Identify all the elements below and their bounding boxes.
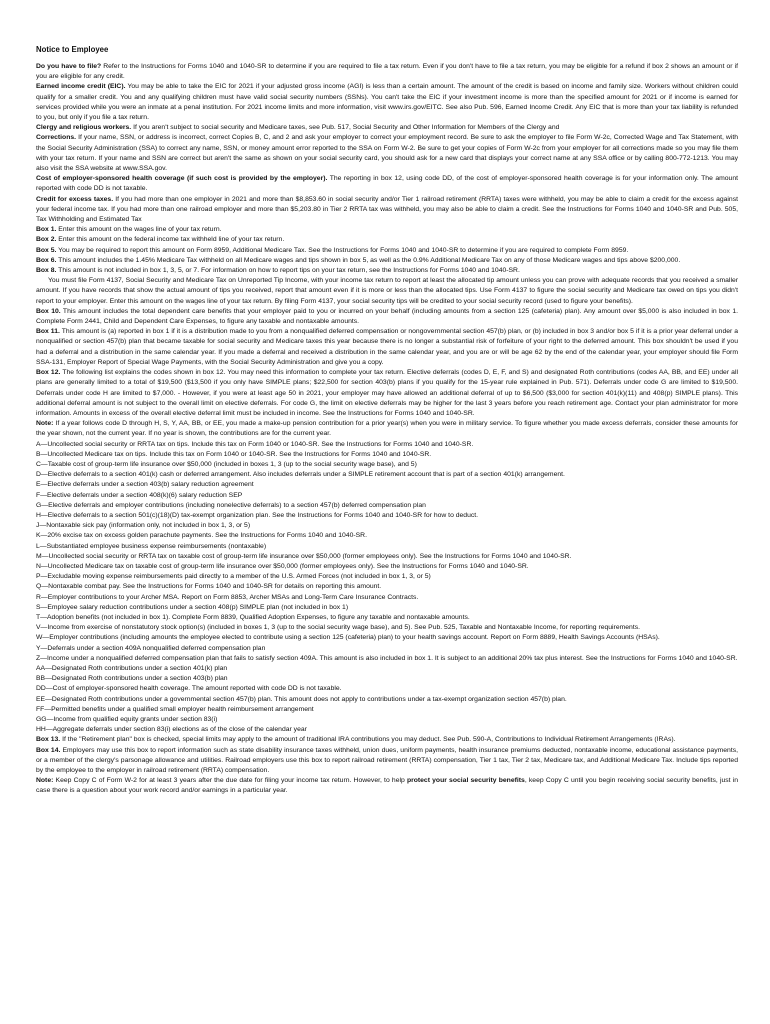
paragraph-lead: FF [36, 705, 45, 713]
paragraph-lead: Earned income credit (EIC). [36, 83, 126, 91]
paragraph-text: , keep Copy C until you begin receiving social security benefits, just in case there is a question about your work record and/or earnings in a particular year. [36, 777, 738, 795]
paragraph-health [36, 174, 738, 194]
paragraph-lead: Box 6. [36, 256, 57, 264]
paragraph-lead: Z [36, 654, 41, 662]
paragraph-lead: A [36, 440, 41, 448]
code-entry-q [36, 582, 738, 592]
paragraph-tips [36, 276, 738, 307]
notice-title: Notice to Employee [36, 45, 109, 54]
paragraph-lead: BB [36, 675, 46, 683]
paragraph-text: —Uncollected Medicare tax on tips. Include this tax on Form 1040 or 1040-SR. See the Instructions for Forms 1040 and 1040-SR. [40, 450, 432, 458]
paragraph-text: —Employer contributions to your Archer MSA. Report on Form 8853, Archer MSAs and Long-Term Care Insurance Contracts. [40, 593, 419, 601]
paragraph-lead: Cost of employer-sponsored health coverage (if such cost is provided by the employer). [36, 175, 328, 183]
paragraph-lead: Note: [36, 420, 54, 428]
paragraph-lead: Credit for excess taxes. [36, 195, 114, 203]
paragraph-lead: Do you have to file? [36, 63, 102, 70]
paragraph-lead: S [36, 603, 41, 611]
paragraph-text: You may be required to report this amount on Form 8959, Additional Medicare Tax. See the Instructions for Forms 1040 and 1040-SR to determine if you are required to complete Form 8959. [56, 246, 629, 254]
code-entry-n [36, 562, 738, 572]
code-entry-e [36, 480, 738, 490]
paragraph-lead: R [36, 593, 41, 601]
code-entry-l [36, 542, 738, 552]
paragraph-box11 [36, 327, 738, 368]
code-entry-ee [36, 695, 738, 705]
paragraph-lead: Box 10. [36, 307, 61, 315]
paragraph-box5 [36, 246, 738, 256]
paragraph-lead: D [36, 471, 41, 479]
paragraph-text: —Income under a nonqualified deferred compensation plan that fails to satisfy section 409A. This amount is also included in box 1. It is subject to an additional 20% tax plus interest. See the Instructions for Forms 1040 and 1040-SR. [40, 654, 738, 662]
paragraph-lead: V [36, 624, 41, 632]
paragraph-text: —Uncollected social security or RRTA tax on taxable cost of group-term life insurance over $50,000 (former employees only). See the Instructions for Forms 1040 and 1040-SR. [41, 552, 572, 560]
code-entry-h [36, 511, 738, 521]
code-entry-b [36, 450, 738, 460]
code-entry-k [36, 531, 738, 541]
paragraph-lead: K [36, 532, 41, 540]
paragraph-lead: F [36, 491, 41, 499]
paragraph-lead: Box 14. [36, 746, 61, 754]
paragraph-lead: Y [36, 644, 41, 652]
paragraph-box8 [36, 266, 738, 276]
paragraph-text: If the "Retirement plan" box is checked, special limits may apply to the amount of traditional IRA contributions you may deduct. See Pub. 590-A, Contributions to Individual Retirement Arrangements (IRAs). [60, 736, 676, 744]
paragraph-text: —Elective deferrals and employer contributions (including nonelective deferrals) to a section 457(b) deferred compensation plan [41, 501, 426, 509]
code-entry-dd [36, 684, 738, 694]
paragraph-text: —Deferrals under a section 409A nonqualified deferred compensation plan [40, 644, 266, 652]
paragraph-text: If you aren't subject to social security and Medicare taxes, see Pub. 517, Social Security and Other Information for Members of the Clergy and [131, 124, 560, 132]
paragraph-lead: Box 8. [36, 267, 57, 275]
paragraph-lead: P [36, 573, 41, 581]
paragraph-file [36, 62, 738, 82]
paragraph-box6 [36, 256, 738, 266]
paragraph-text: You may be able to take the EIC for 2021 if your adjusted gross income (AGI) is less than a certain amount. The amount of the credit is based on income and family size. Workers without children could qualify for a smaller credit. You and any qualifying children must have valid social security numbers (SSNs). You can't take the EIC if your investment income is more than the specified amount for 2021 or if income is earned for services provided while you were an inmate at a penal institution. For 2021 income limits and more information, visit www.irs.gov/EITC. See also Pub. 596, Earned Income Credit. Any EIC that is more than your tax liability is refunded to you, but only if you file a tax return. [36, 83, 738, 122]
code-entry-g [36, 501, 738, 511]
code-entry-c [36, 460, 738, 470]
notice-body [36, 62, 738, 797]
paragraph-text: —Adoption benefits (not included in box 1). Complete Form 8839, Qualified Adoption Expenses, to figure any taxable and nontaxable amounts. [40, 613, 470, 621]
paragraph-text: —Cost of employer-sponsored health coverage. The amount reported with code DD is not taxable. [45, 685, 342, 693]
paragraph-text: —Income from exercise of nonstatutory stock option(s) (included in boxes 1, 3 (up to the social security wage base), and 5). See Pub. 525, Taxable and Nontaxable Income, for reporting requirements. [40, 624, 641, 632]
paragraph-box13 [36, 735, 738, 745]
paragraph-text: The reporting in box 12, using code DD, of the cost of employer-sponsored health coverage is for your information only. The amount reported with code DD is not taxable. [36, 175, 738, 193]
code-entry-gg [36, 715, 738, 725]
paragraph-text: —20% excise tax on excess golden parachute payments. See the Instructions for Forms 1040 and 1040-SR. [40, 532, 367, 540]
paragraph-text: If you had more than one employer in 2021 and more than $8,853.60 in social security and/or Tier 1 railroad retirement (RRTA) taxes were withheld, you may be able to claim a credit for the excess against your federal income tax. If you had more than one railroad employer and more than $5,203.80 in Tier 2 RRTA tax was withheld, you may also be able to claim a credit. See the Instructions for Forms 1040 and 1040-SR and Pub. 505, Tax Withholding and Estimated Tax [36, 195, 738, 224]
paragraph-text: —Designated Roth contributions under a governmental section 457(b) plan. This amount does not apply to contributions under a tax-exempt organization section 457(b) plan. [45, 695, 567, 703]
paragraph-lead: H [36, 511, 41, 519]
paragraph-lead: J [36, 522, 40, 530]
code-entry-p [36, 572, 738, 582]
paragraph-text: —Taxable cost of group-term life insurance over $50,000 (included in boxes 1, 3 (up to the social security wage base), and 5) [40, 460, 417, 468]
paragraph-lead: T [36, 613, 41, 621]
paragraph-clergy [36, 123, 738, 133]
code-entry-f [36, 491, 738, 501]
code-entry-z [36, 654, 738, 664]
paragraph-box1 [36, 225, 738, 235]
paragraph-lead: Clergy and religious workers. [36, 124, 132, 132]
paragraph-text: —Income from qualified equity grants under section 83(i) [46, 716, 218, 723]
code-entry-m [36, 552, 738, 562]
paragraph-text: This amount includes the total dependent care benefits that your employer paid to you or incurred on your behalf (including amounts from a section 125 (cafeteria) plan). Any amount over $5,000 is also included in box 1. Complete Form 2441, Child and Dependent Care Expenses, to figure any taxable and nontaxable amounts. [36, 307, 738, 326]
paragraph-text: Employers may use this box to report information such as state disability insurance taxes withheld, union dues, uniform payments, health insurance premiums deducted, nontaxable income, educational assistance payments, or a member of the clergy's parsonage allowance and utilities. Railroad employers use this box to report railroad retirement (RRTA) compensation, Tier 1 tax, Tier 2 tax, Medicare tax, and Additional Medicare Tax. Include tips reported by the employee to the employer in railroad retirement (RRTA) compensation. [36, 746, 738, 775]
paragraph-text: —Designated Roth contributions under a section 401(k) plan [45, 664, 228, 672]
paragraph-lead: G [36, 501, 42, 509]
paragraph-lead: Box 11. [36, 328, 60, 336]
paragraph-lead: E [36, 481, 41, 489]
paragraph-box2 [36, 235, 738, 245]
paragraph-text: If a year follows code D through H, S, Y, AA, BB, or EE, you made a make-up pension contribution for a prior year(s) when you were in military service. To figure whether you made excess deferrals, consider these amounts for the year shown, not the current year. If no year is shown, the contributions are for the current year. [36, 420, 738, 438]
paragraph-text: —Permitted benefits under a qualified small employer health reimbursement arrangement [44, 705, 314, 713]
paragraph-lead: B [36, 450, 41, 458]
code-entry-a [36, 440, 738, 450]
paragraph-text: —Designated Roth contributions under a section 403(b) plan [45, 675, 228, 683]
paragraph-lead: Box 2. [36, 236, 57, 244]
paragraph-text: —Elective deferrals under a section 408(k)(6) salary reduction SEP [40, 491, 243, 499]
paragraph-lead: Note: [36, 777, 54, 785]
code-entry-hh [36, 725, 738, 735]
paragraph-text: The following list explains the codes shown in box 12. You may need this information to complete your tax return. Elective deferrals (codes D, E, F, and S) and designated Roth contributions (codes AA, BB, and EE) under all plans are generally limited to a total of $19,500 ($13,500 if you only have SIMPLE plans; $22,500 for section 403(b) plans if you qualify for the 15-year rule explained in Pub. 571). Deferrals under code G are limited to $19,500. Deferrals under code H are limited to $7,000. - However, if you were at least age 50 in 2021, your employer may have allowed an additional deferral of up to $6,500 ($3,000 for section 401(k)(11) and 408(p) SIMPLE plans). This additional deferral amount is not subject to the overall limit on elective deferrals. For code G, the limit on elective deferrals may be higher for the last 3 years before you reach retirement age. Contact your plan administrator for more information. Amounts in excess of the overall elective deferral limit must be included in income. See the Instructions for Forms 1040 and 1040-SR. [36, 369, 738, 417]
paragraph-lead: Box 13. [36, 736, 61, 744]
paragraph-text: Refer to the Instructions for Forms 1040 and 1040-SR to determine if you are required to file a tax return. Even if you don't have to file a tax return, you may be eligible for a refund if box 2 shows an amount or if you are eligible for any credit. [36, 63, 738, 81]
paragraph-lead: L [36, 542, 40, 550]
paragraph-box10 [36, 307, 738, 327]
paragraph-lead: GG [36, 716, 47, 723]
paragraph-lead: Box 1. [36, 226, 57, 234]
paragraph-text: —Excludable moving expense reimbursements paid directly to a member of the U.S. Armed Forces (not included in box 1, 3, or 5) [40, 573, 431, 581]
code-entry-bb [36, 674, 738, 684]
paragraph-text: —Employer contributions (including amounts the employee elected to contribute using a section 125 (cafeteria) plan) to your health savings account. Report on Form 8889, Health Savings Accounts (HSAs). [42, 634, 660, 642]
code-entry-y [36, 644, 738, 654]
paragraph-lead: Q [36, 583, 42, 591]
paragraph-corrections [36, 133, 738, 174]
paragraph-text: —Elective deferrals under a section 403(b) salary reduction agreement [40, 481, 254, 489]
paragraph-text: —Elective deferrals to a section 501(c)(18)(D) tax-exempt organization plan. See the Instructions for Forms 1040 and 1040-SR for how to deduct. [40, 511, 479, 519]
code-entry-s [36, 603, 738, 613]
paragraph-box14 [36, 746, 738, 777]
paragraph-lead: Box 5. [36, 246, 57, 254]
paragraph-text: Enter this amount on the federal income tax withheld line of your tax return. [56, 236, 285, 244]
code-entry-j [36, 521, 738, 531]
paragraph-text: —Uncollected Medicare tax on taxable cost of group-term life insurance over $50,000 (former employees only). See the Instructions for Forms 1040 and 1040-SR. [40, 562, 529, 570]
paragraph-lead: Box 12. [36, 369, 61, 377]
paragraph-text: —Uncollected social security or RRTA tax on tips. Include this tax on Form 1040 or 1040-SR. See the Instructions for Forms 1040 and 1040-SR. [40, 440, 474, 448]
code-entry-r [36, 593, 738, 603]
code-entry-w [36, 633, 738, 643]
code-entry-ff [36, 705, 738, 715]
paragraph-box12 [36, 368, 738, 419]
paragraph-text: Keep Copy C of Form W-2 for at least 3 years after the due date for filing your income tax return. However, to help [53, 777, 407, 785]
paragraph-text: —Nontaxable sick pay (information only, not included in box 1, 3, or 5) [39, 522, 251, 530]
paragraph-excess [36, 195, 738, 226]
code-entry-v [36, 623, 738, 633]
code-entry-aa [36, 664, 738, 674]
paragraph-eic [36, 82, 738, 123]
code-entry-t [36, 613, 738, 623]
paragraph-note [36, 419, 738, 439]
paragraph-lead: AA [36, 664, 46, 672]
code-entry-d [36, 470, 738, 480]
notice-document [36, 44, 738, 797]
paragraph-text: This amount is not included in box 1, 3, 5, or 7. For information on how to report tips on your tax return, see the Instructions for Forms 1040 and 1040-SR. [56, 267, 520, 275]
paragraph-text: —Substantiated employee business expense reimbursements (nontaxable) [39, 542, 267, 550]
paragraph-text: —Employee salary reduction contributions under a section 408(p) SIMPLE plan (not included in box 1) [40, 603, 349, 611]
paragraph-text: This amount includes the 1.45% Medicare Tax withheld on all Medicare wages and tips shown in box 5, as well as the 0.9% Additional Medicare Tax on any of those Medicare wages and tips above $200,000. [56, 256, 681, 264]
paragraph-text: —Nontaxable combat pay. See the Instructions for Forms 1040 and 1040-SR for details on reporting this amount. [41, 583, 382, 591]
paragraph-text: You must file Form 4137, Social Security and Medicare Tax on Unreported Tip Income, with your income tax return to report at least the allocated tip amount unless you can prove with adequate records that you received a smaller amount. If you have records that show the actual amount of tips you received, report that amount even if it is more or less than the allocated tips. Use Form 4137 to figure the social security and Medicare tax owed on tips you didn't report to your employer. Enter this amount on the wages line of your tax return. By filing Form 4137, your social security tips will be credited to your social security record (used to figure your benefits). [36, 277, 738, 305]
paragraph-lead: Corrections. [36, 134, 77, 142]
paragraph-lead: M [36, 552, 42, 560]
paragraph-lead: W [36, 634, 43, 642]
paragraph-note2 [36, 776, 738, 796]
paragraph-text: Enter this amount on the wages line of your tax return. [56, 226, 222, 234]
paragraph-emphasis: protect your social security benefits [406, 777, 525, 785]
paragraph-lead: C [36, 460, 41, 468]
paragraph-text: —Elective deferrals to a section 401(k) cash or deferred arrangement. Also includes deferrals under a SIMPLE retirement account that is part of a section 401(k) arrangement. [40, 471, 565, 479]
paragraph-lead: N [36, 562, 41, 570]
paragraph-lead: DD [36, 685, 46, 693]
paragraph-text: —Aggregate deferrals under section 83(i) elections as of the close of the calendar year [45, 726, 307, 734]
paragraph-lead: HH [36, 726, 46, 734]
paragraph-text: If your name, SSN, or address is incorrect, correct Copies B, C, and 2 and ask your employer to correct your employment record. Be sure to ask the employer to file Form W-2c, Corrected Wage and Tax Statement, with the Social Security Administration (SSA) to correct any name, SSN, or money amount error reported to the SSA on Form W-2. Be sure to get your copies of Form W-2c from your employer for all corrections made so you may file them with your tax return. If your name and SSN are correct but aren't the same as shown on your social security card, you should ask for a new card that displays your correct name at any SSA office or by calling 800-772-1213. You may also visit the SSA website at www.SSA.gov. [36, 134, 738, 173]
paragraph-lead: EE [36, 695, 46, 703]
paragraph-text: This amount is (a) reported in box 1 if it is a distribution made to you from a nonqualified deferred compensation or nongovernmental section 457(b) plan, or (b) included in box 3 and/or box 5 if it is a prior year deferral under a nonqualified or section 457(b) plan that became taxable for social security and Medicare taxes this year because there is no longer a substantial risk of forfeiture of your right to the deferred amount. This box shouldn't be used if you had a deferral and a distribution in the same calendar year. If you made a deferral and received a distribution in the same calendar year, and you are or will be age 62 by the end of the calendar year, your employer should file Form SSA-131, Employer Report of Special Wage Payments, with the Social Security Administration and give you a copy. [36, 328, 738, 366]
